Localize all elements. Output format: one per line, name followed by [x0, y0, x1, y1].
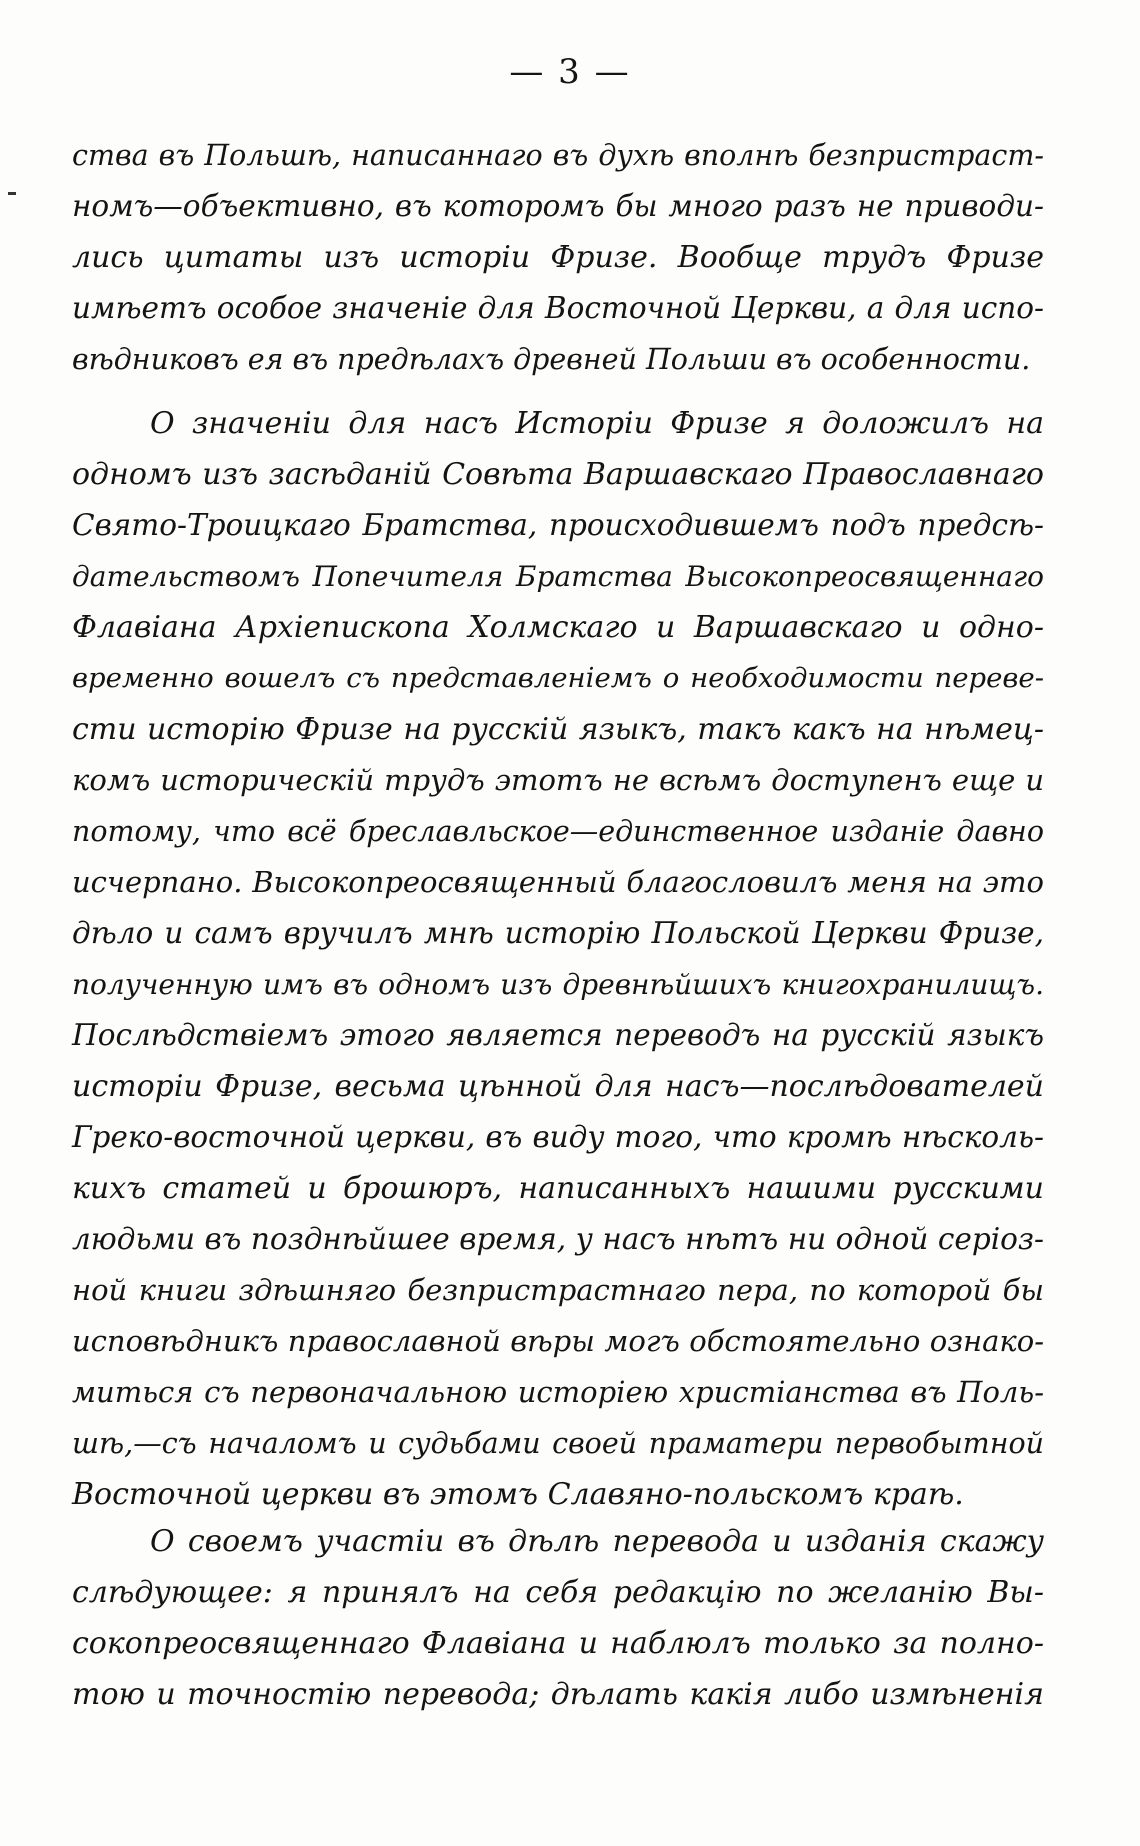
- text-line: лись цитаты изъ исторіи Фризе. Вообще трудъ Фризе: [72, 240, 1044, 275]
- text-line: шѣ,—съ началомъ и судьбами своей праматери первобытной: [72, 1427, 1044, 1460]
- text-line: потому, что всё бреславльское—единственное изданіе давно: [72, 815, 1044, 848]
- text-line: слѣдующее: я принялъ на себя редакцію по желанію Вы-: [72, 1575, 1044, 1610]
- text-line: исповѣдникъ православной вѣры могъ обстоятельно ознако-: [72, 1324, 1044, 1358]
- text-line: О значеніи для насъ Исторіи Фризе я доложилъ на: [150, 406, 1044, 441]
- text-line: Флавіана Архіепископа Холмскаго и Варшавскаго и одно-: [72, 610, 1044, 645]
- text-line: дѣло и самъ вручилъ мнѣ исторію Польской Церкви Фризе,: [72, 916, 1044, 950]
- text-line: Послѣдствіемъ этого является переводъ на русскій языкъ: [72, 1018, 1044, 1052]
- text-line: полученную имъ въ одномъ изъ древнѣйшихъ книгохранилищъ.: [72, 968, 1044, 1001]
- text-line: комъ историческій трудъ этотъ не всѣмъ доступенъ еще и: [72, 763, 1044, 797]
- text-line: Греко-восточной церкви, въ виду того, что кромѣ нѣсколь-: [72, 1120, 1044, 1154]
- paragraph-2: [72, 398, 1044, 1520]
- text-line: дательствомъ Попечителя Братства Высокопреосвященнаго: [72, 560, 1044, 593]
- text-line: имѣетъ особое значеніе для Восточной Церкви, а для испо-: [72, 291, 1044, 325]
- text-line: миться съ первоначальною исторіею христіанства въ Поль-: [72, 1375, 1044, 1409]
- text-line: исторіи Фризе, весьма цѣнной для насъ—послѣдователей: [72, 1069, 1044, 1104]
- text-line: исчерпано. Высокопреосвященный благословилъ меня на это: [72, 865, 1044, 899]
- margin-mark: [8, 192, 16, 195]
- text-line: Свято-Троицкаго Братства, происходившемъ подъ предсѣ-: [72, 508, 1044, 542]
- text-line: вѣдниковъ ея въ предѣлахъ древней Польши въ особенности.: [72, 343, 1031, 376]
- text-line: кихъ статей и брошюръ, написанныхъ нашими русскими: [72, 1171, 1044, 1206]
- text-line: одномъ изъ засѣданій Совѣта Варшавскаго Православнаго: [72, 457, 1044, 492]
- text-line: О своемъ участіи въ дѣлѣ перевода и изданія скажу: [150, 1524, 1044, 1559]
- text-line: Восточной церкви въ этомъ Славяно-польскомъ краѣ.: [72, 1477, 964, 1512]
- page-number: — 3 —: [509, 52, 631, 92]
- text-line: сти исторію Фризе на русскій языкъ, такъ какъ на нѣмец-: [72, 712, 1044, 747]
- text-line: сокопреосвященнаго Флавіана и наблюлъ только за полно-: [72, 1626, 1044, 1661]
- text-line: номъ—объективно, въ которомъ бы много разъ не приводи-: [72, 189, 1044, 223]
- text-line: тою и точностію перевода; дѣлать какія либо измѣненія: [72, 1677, 1044, 1712]
- paragraph-3: [72, 1516, 1044, 1720]
- text-line: людьми въ позднѣйшее время, у насъ нѣтъ ни одной серіоз-: [72, 1222, 1044, 1256]
- text-line: временно вошелъ съ представленіемъ о необходимости переве-: [72, 662, 1044, 694]
- text-line: ства въ Польшѣ, написаннаго въ духѣ вполнѣ безпристраст-: [72, 139, 1044, 172]
- paragraph-1: [72, 130, 1044, 385]
- text-line: ной книги здѣшняго безпристрастнаго пера, по которой бы: [72, 1273, 1044, 1307]
